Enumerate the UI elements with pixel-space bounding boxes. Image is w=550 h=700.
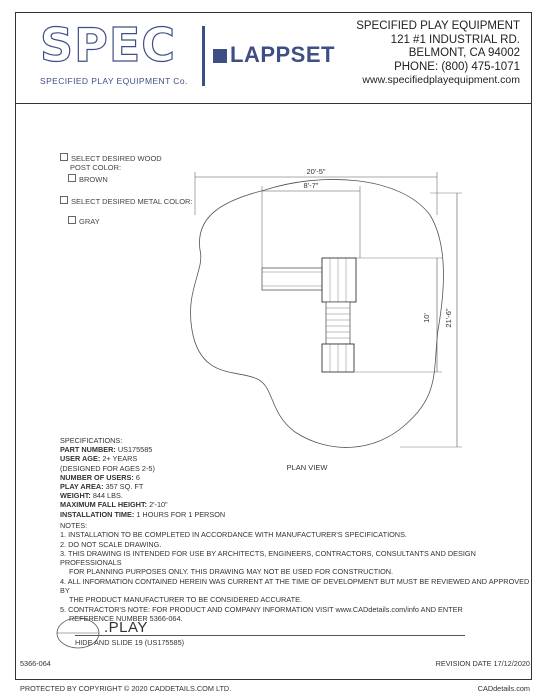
company-phone: PHONE: (800) 475-1071 bbox=[394, 60, 520, 73]
note-3-cont: FOR PLANNING PURPOSES ONLY. THIS DRAWING MAY NOT BE USED FOR CONSTRUCTION. bbox=[69, 567, 394, 577]
dim-inner-width-label: 8'-7" bbox=[303, 181, 319, 190]
metal-color-label: SELECT DESIRED METAL COLOR: bbox=[71, 197, 193, 206]
copyright-text: PROTECTED BY COPYRIGHT © 2020 CADDETAILS.COM LTD. bbox=[20, 684, 232, 693]
wood-color-label: SELECT DESIRED WOOD bbox=[71, 154, 162, 163]
revision-date: REVISION DATE 17/12/2020 bbox=[435, 659, 530, 668]
company-address-2: BELMONT, CA 94002 bbox=[408, 47, 520, 60]
user-age-value: 2+ YEARS bbox=[102, 454, 138, 464]
specs-heading: SPECIFICATIONS: bbox=[60, 436, 123, 445]
note-4-cont: THE PRODUCT MANUFACTURER TO BE CONSIDERED ACCURATE. bbox=[69, 595, 302, 605]
safety-zone-outline bbox=[190, 179, 443, 447]
dim-inner-height-label: 10' bbox=[422, 313, 431, 323]
note-1: 1. INSTALLATION TO BE COMPLETED IN ACCORDANCE WITH MANUFACTURER'S SPECIFICATIONS. bbox=[60, 530, 407, 540]
dim-overall-height-label: 21'-6" bbox=[444, 308, 453, 328]
reference-number: 5366-064 bbox=[20, 659, 51, 668]
designed-for-ages: (DESIGNED FOR AGES 2-5) bbox=[60, 463, 155, 473]
spec-logo: SPEC bbox=[40, 18, 177, 72]
note-4: 4. ALL INFORMATION CONTAINED HEREIN WAS CURRENT AT THE TIME OF DEVELOPMENT BUT MUST BE REVIEWED AND APPROVED BY bbox=[60, 576, 530, 596]
brown-choice-label: BROWN bbox=[79, 175, 108, 184]
users-value: 6 bbox=[135, 472, 140, 482]
weight-value: 844 LBS. bbox=[92, 491, 123, 501]
notes-heading: NOTES: bbox=[60, 521, 88, 530]
users-label: NUMBER OF USERS: bbox=[60, 472, 134, 482]
install-time-label: INSTALLATION TIME: bbox=[60, 509, 135, 519]
plan-view-label: PLAN VIEW bbox=[286, 463, 328, 472]
specifications-block bbox=[60, 436, 225, 519]
stairs-shape bbox=[326, 302, 350, 344]
wood-color-label-2: POST COLOR: bbox=[70, 163, 122, 172]
lappset-logo-text: LAPPSET bbox=[230, 42, 335, 67]
play-area-label: PLAY AREA: bbox=[60, 482, 104, 492]
company-address-1: 121 #1 INDUSTRIAL RD. bbox=[390, 33, 520, 46]
deck-tower-shape bbox=[322, 258, 356, 302]
note-5-cont: REFERENCE NUMBER 5366-064. bbox=[69, 613, 183, 623]
note-5: 5. CONTRACTOR'S NOTE: FOR PRODUCT AND COMPANY INFORMATION VISIT www.CADdetails.com/info AND ENTER bbox=[60, 604, 463, 614]
play-area-value: 357 SQ. FT bbox=[105, 482, 144, 492]
caddetails-link[interactable]: CADdetails.com bbox=[477, 684, 530, 693]
user-age-label: USER AGE: bbox=[60, 454, 101, 464]
company-name: SPECIFIED PLAY EQUIPMENT bbox=[356, 20, 520, 32]
note-2: 2. DO NOT SCALE DRAWING. bbox=[60, 539, 162, 549]
part-number-label: PART NUMBER: bbox=[60, 445, 116, 455]
fall-height-value: 2'-10" bbox=[149, 500, 168, 510]
part-number-value: US175585 bbox=[117, 445, 153, 455]
drawing-title: .PLAY bbox=[104, 619, 148, 636]
gray-choice-label: GRAY bbox=[79, 217, 100, 226]
drawing-subtitle: HIDE AND SLIDE 19 (US175585) bbox=[75, 638, 185, 647]
spec-logo-tagline: SPECIFIED PLAY EQUIPMENT Co. bbox=[40, 76, 188, 86]
notes-block bbox=[60, 521, 530, 623]
dim-overall-width-label: 20'-5" bbox=[306, 167, 326, 176]
slide-shape bbox=[262, 268, 322, 290]
fall-height-label: MAXIMUM FALL HEIGHT: bbox=[60, 500, 148, 510]
install-time-value: 1 HOURS FOR 1 PERSON bbox=[136, 509, 226, 519]
weight-label: WEIGHT: bbox=[60, 491, 91, 501]
note-3: 3. THIS DRAWING IS INTENDED FOR USE BY ARCHITECTS, ENGINEERS, CONTRACTORS, CONSULTANTS AND DESIGN PROFESSIONALS bbox=[60, 548, 476, 568]
company-website[interactable]: www.specifiedplayequipment.com bbox=[362, 74, 520, 87]
